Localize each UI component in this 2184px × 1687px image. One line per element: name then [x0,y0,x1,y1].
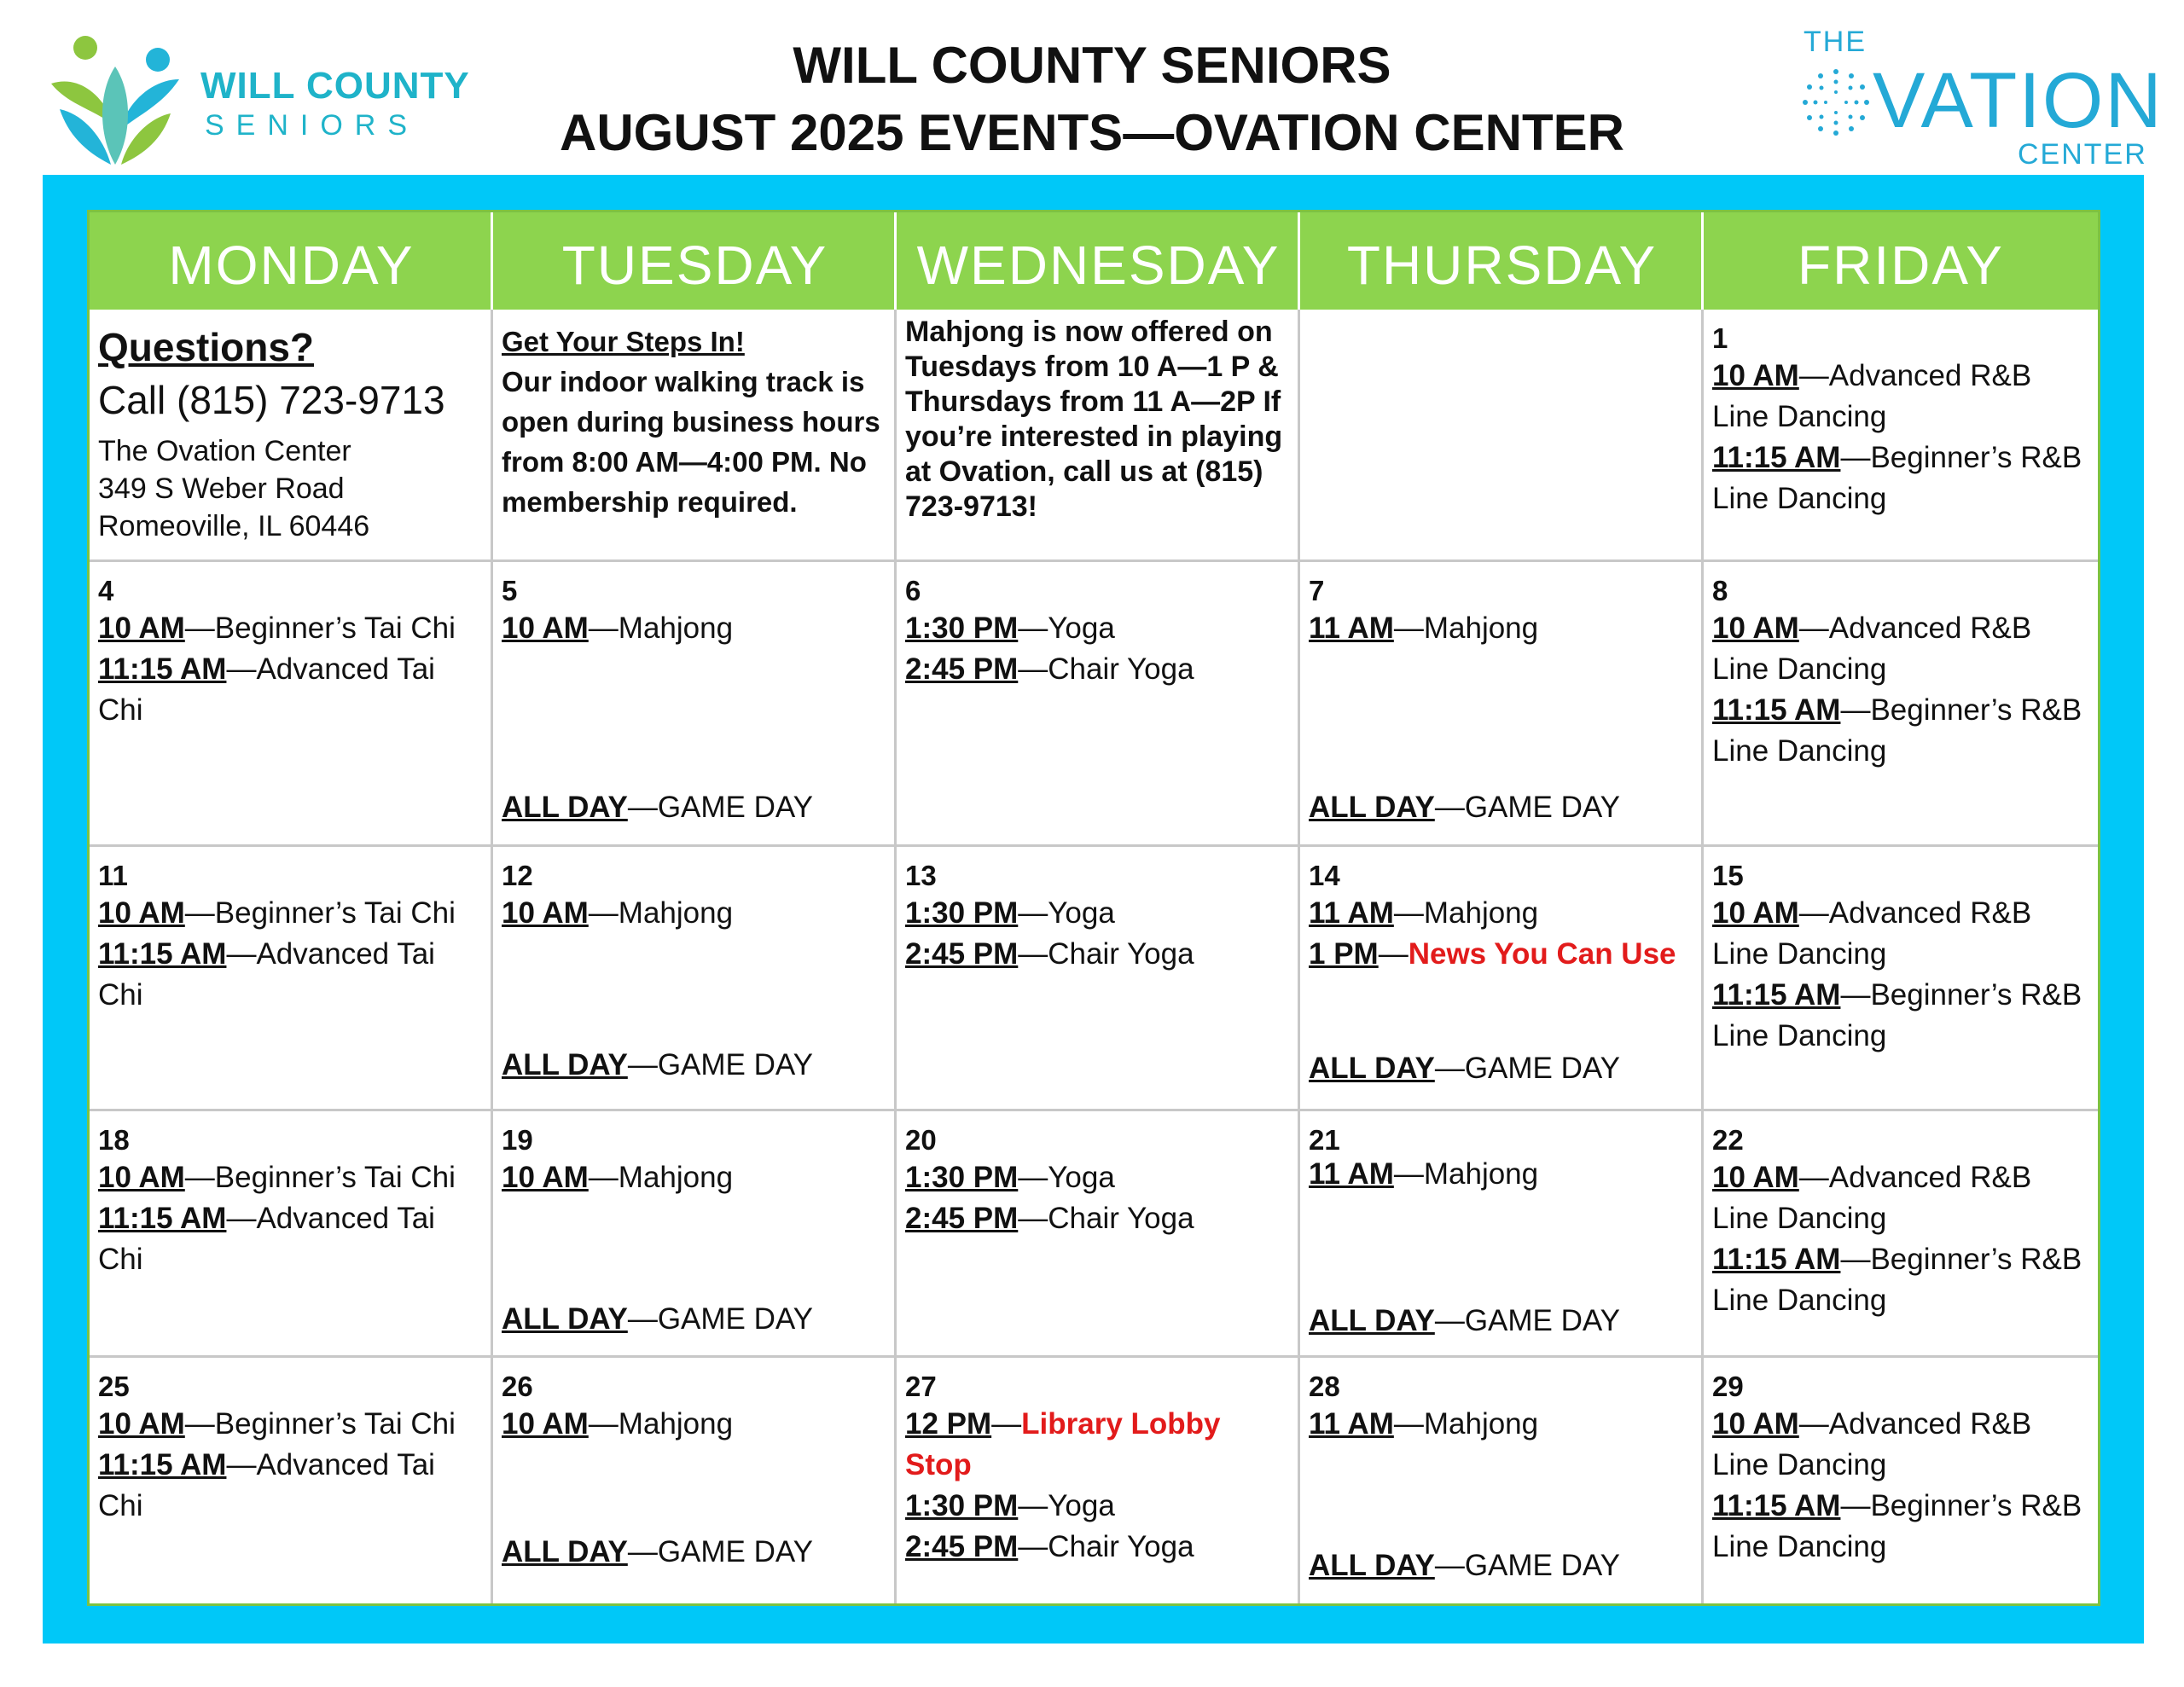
event-all-day: ALL DAY—GAME DAY [502,791,813,824]
date-number: 4 [98,575,114,606]
day-cell-15 [1704,847,2098,1109]
event: 10 AM—Advanced R&B Line Dancing [1712,612,2032,686]
event: 11:15 AM—Beginner’s R&B Line Dancing [1712,441,2082,515]
date-number: 1 [1712,322,1728,354]
brand-left-line1: WILL COUNTY [200,65,470,107]
info-cell-mahjong [897,310,1298,559]
date-number: 11 [98,860,128,891]
day-cell-21 [1300,1111,1701,1355]
date-number: 20 [905,1124,937,1156]
event: 10 AM—Beginner’s Tai Chi [98,612,456,645]
event: 11:15 AM—Beginner’s R&B Line Dancing [1712,1243,2082,1317]
event: 10 AM—Mahjong [502,612,734,645]
brand-right-the: THE [1804,26,1867,58]
date-number: 25 [98,1371,130,1402]
date-number: 7 [1309,575,1325,606]
questions-heading: Questions? [98,325,315,369]
address-line1: The Ovation Center [98,435,351,467]
day-cell-12 [493,847,894,1109]
day-cell-8 [1704,562,2098,844]
day-cell-29 [1704,1358,2098,1603]
event: 10 AM—Beginner’s Tai Chi [98,1407,456,1441]
date-number: 29 [1712,1371,1744,1402]
header-divider [894,212,897,310]
steps-title: Get Your Steps In! [502,326,745,357]
event: 1:30 PM—Yoga [905,612,1115,645]
day-cell-27 [897,1358,1298,1603]
header-divider [491,212,493,310]
info-cell-walking [493,310,894,559]
dotted-o-icon [1800,67,1872,138]
event: 10 AM—Advanced R&B Line Dancing [1712,1161,2032,1235]
address-block [98,432,482,545]
day-cell-14 [1300,847,1701,1109]
event: 10 AM—Beginner’s Tai Chi [98,1161,456,1194]
day-cell-19 [493,1111,894,1355]
event: 1:30 PM—Yoga [905,896,1115,930]
date-number: 19 [502,1124,533,1156]
event: 10 AM—Advanced R&B Line Dancing [1712,359,2032,433]
day-cell-28 [1300,1358,1701,1603]
header-friday: FRIDAY [1798,235,2004,296]
event: 10 AM—Advanced R&B Line Dancing [1712,896,2032,971]
mahjong-note: Mahjong is now offered on Tuesdays from 10 A—1 P & Thursdays from 11 A—2P If you’re interested in playing at Ovation, call us at (815) 723-9713! [905,316,1283,523]
header-wednesday: WEDNESDAY [916,235,1281,296]
brand-right-center: CENTER [2018,138,2147,171]
date-number: 6 [905,575,921,606]
title-line1: WILL COUNTY SENIORS [793,37,1391,94]
page-title [512,32,1672,167]
header-monday: MONDAY [168,235,415,296]
header-divider [1701,212,1704,310]
event: 11:15 AM—Advanced Tai Chi [98,937,435,1012]
event: 1:30 PM—Yoga [905,1489,1115,1522]
weekday-header-row [90,212,2098,310]
event-all-day: ALL DAY—GAME DAY [502,1302,813,1336]
event: 11:15 AM—Beginner’s R&B Line Dancing [1712,693,2082,768]
event: 11 AM—Mahjong [1309,1157,1539,1191]
event: 2:45 PM—Chair Yoga [905,1530,1194,1563]
event: 11 AM—Mahjong [1309,896,1539,930]
day-cell-13 [897,847,1298,1109]
event: 11:15 AM—Advanced Tai Chi [98,652,435,727]
address-line2: 349 S Weber Road [98,472,345,505]
event-all-day: ALL DAY—GAME DAY [1309,1304,1620,1337]
header-tuesday: TUESDAY [561,235,828,296]
brand-left-line2: SENIORS [205,109,420,142]
event: 2:45 PM—Chair Yoga [905,1202,1194,1235]
event: 11:15 AM—Beginner’s R&B Line Dancing [1712,1489,2082,1563]
event: 11:15 AM—Advanced Tai Chi [98,1448,435,1522]
event-all-day: ALL DAY—GAME DAY [1309,1549,1620,1582]
event: 11 AM—Mahjong [1309,612,1539,645]
event: 2:45 PM—Chair Yoga [905,652,1194,686]
day-cell-7 [1300,562,1701,844]
date-number: 8 [1712,575,1728,606]
event: 2:45 PM—Chair Yoga [905,937,1194,971]
date-number: 27 [905,1371,937,1402]
page-header [0,0,2184,175]
header-thursday: THURSDAY [1346,235,1658,296]
leaf-figure-icon [43,32,188,169]
will-county-seniors-logo [43,32,486,169]
ovation-center-logo [1800,26,2164,171]
day-cell-22 [1704,1111,2098,1355]
date-number: 14 [1309,860,1340,891]
event-special: 12 PM—Library Lobby Stop [905,1407,1221,1481]
day-cell-5 [493,562,894,844]
event: 11:15 AM—Advanced Tai Chi [98,1202,435,1276]
day-cell-18 [90,1111,491,1355]
calendar-frame [43,175,2144,1644]
event: 10 AM—Mahjong [502,1407,734,1441]
event: 10 AM—Beginner’s Tai Chi [98,896,456,930]
day-cell-26 [493,1358,894,1603]
date-number: 13 [905,860,937,891]
empty-cell [1300,310,1701,559]
date-number: 28 [1309,1371,1340,1402]
date-number: 21 [1309,1124,1340,1156]
day-cell-1 [1704,310,2098,559]
date-number: 15 [1712,860,1744,891]
event-special: 1 PM—News You Can Use [1309,937,1676,971]
event: 10 AM—Mahjong [502,1161,734,1194]
date-number: 22 [1712,1124,1744,1156]
event: 11:15 AM—Beginner’s R&B Line Dancing [1712,978,2082,1052]
address-line3: Romeoville, IL 60446 [98,510,370,542]
title-line2: AUGUST 2025 EVENTS—OVATION CENTER [560,104,1624,161]
event-all-day: ALL DAY—GAME DAY [1309,791,1620,824]
steps-body: Our indoor walking track is open during business hours from 8:00 AM—4:00 PM. No membership required. [502,366,880,518]
day-cell-20 [897,1111,1298,1355]
event-all-day: ALL DAY—GAME DAY [502,1535,813,1568]
brand-right-main: VATION [1873,57,2164,144]
calendar-grid [87,210,2100,1606]
event-all-day: ALL DAY—GAME DAY [1309,1052,1620,1085]
event-all-day: ALL DAY—GAME DAY [502,1048,813,1081]
date-number: 12 [502,860,533,891]
date-number: 18 [98,1124,130,1156]
info-cell-contact [90,310,491,559]
event: 10 AM—Advanced R&B Line Dancing [1712,1407,2032,1481]
date-number: 26 [502,1371,533,1402]
event: 11 AM—Mahjong [1309,1407,1539,1441]
day-cell-25 [90,1358,491,1603]
day-cell-11 [90,847,491,1109]
event: 1:30 PM—Yoga [905,1161,1115,1194]
date-number: 5 [502,575,518,606]
call-phone: Call (815) 723-9713 [98,378,445,422]
event: 10 AM—Mahjong [502,896,734,930]
day-cell-4 [90,562,491,844]
header-divider [1298,212,1300,310]
day-cell-6 [897,562,1298,844]
